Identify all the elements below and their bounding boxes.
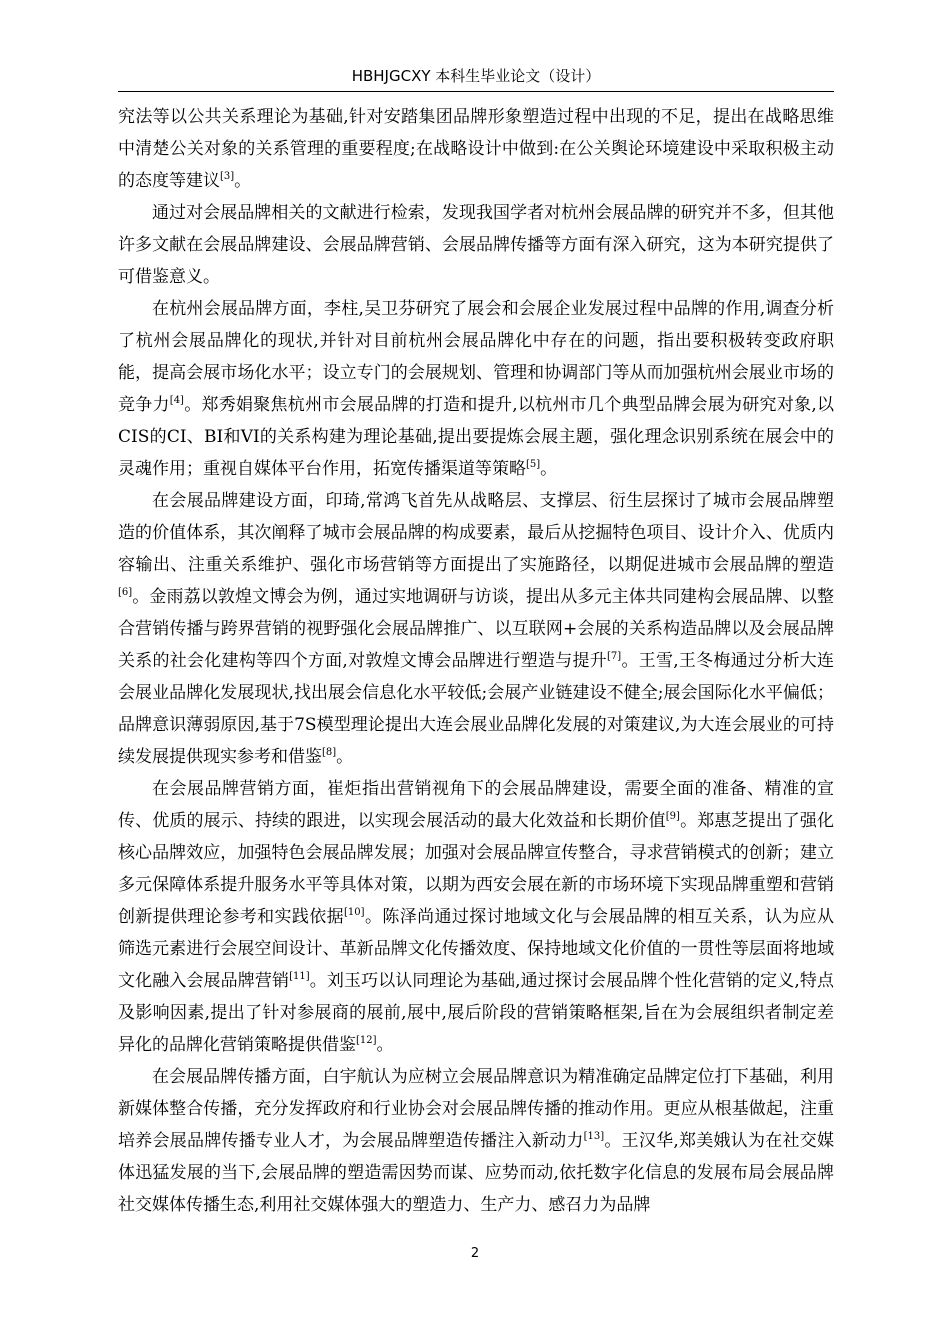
citation-4: [4] xyxy=(169,395,184,406)
page-header: HBHJGCXY 本科生毕业论文（设计） xyxy=(351,67,601,85)
citation-8: [8] xyxy=(322,747,337,758)
text-span: 在会展品牌传播方面，白宇航认为应树立会展品牌意识为精准确定品牌定位打下基础，利用新媒体整合传播，充分发挥政府和行业协会对会展品牌传播的推动作用。更应从根基做起，注重培养会展品牌传播专业人才，为会展品牌塑造传播注入新动力 xyxy=(118,1067,834,1151)
body-text xyxy=(118,101,834,1221)
citation-7: [7] xyxy=(607,651,622,662)
text-span: 。郑秀娟聚焦杭州市会展品牌的打造和提升,以杭州市几个典型品牌会展为研究对象,以CIS的CI、BI和VI的关系构建为理论基础,提出要提炼会展主题，强化理念识别系统在展会中的灵魂作用；重视自媒体平台作用，拓宽传播渠道等策略 xyxy=(118,395,835,479)
paragraph-6 xyxy=(118,1061,834,1221)
paragraph-3 xyxy=(118,293,834,485)
citation-9: [9] xyxy=(665,811,680,822)
paragraph-1 xyxy=(118,101,834,197)
citation-10: [10] xyxy=(344,907,365,918)
text-span: 。 xyxy=(234,171,252,191)
text-span: 。王雪,王冬梅通过分析大连会展业品牌化发展现状,找出展会信息化水平较低;会展产业链建设不健全;展会国际化水平偏低；品牌意识薄弱原因,基于7S模型理论提出大连会展业品牌化发展的对策建议,为大连会展业的可持续发展提供现实参考和借鉴 xyxy=(118,651,835,767)
text-span: 。 xyxy=(540,459,558,479)
text-span: 。陈泽尚通过探讨地域文化与会展品牌的相互关系，认为应从筛选元素进行会展空间设计、革新品牌文化传播效度、保持地域文化价值的一贯性等层面将地域文化融入会展品牌营销 xyxy=(118,907,835,991)
paragraph-5 xyxy=(118,773,834,1061)
text-span: 。郑惠芝提出了强化核心品牌效应，加强特色会展品牌发展；加强对会展品牌宣传整合，寻求营销模式的创新；建立多元保障体系提升服务水平等具体对策，以期为西安会展在新的市场环境下实现品牌重塑和营销创新提供理论参考和实践依据 xyxy=(118,811,835,927)
citation-6: [6] xyxy=(118,587,133,598)
text-span: 。 xyxy=(336,747,354,767)
citation-3: [3] xyxy=(220,171,235,182)
text-span: 在会展品牌建设方面，印琦,常鸿飞首先从战略层、支撑层、衍生层探讨了城市会展品牌塑造的价值体系，其次阐释了城市会展品牌的构成要素，最后从挖掘特色项目、设计介入、优质内容输出、注重关系维护、强化市场营销等方面提出了实施路径，以期促进城市会展品牌的塑造 xyxy=(118,491,834,575)
text-span: 。金雨荔以敦煌文博会为例，通过实地调研与访谈，提出从多元主体共同建构会展品牌、以整合营销传播与跨界营销的视野强化会展品牌推广、以互联网+会展的关系构造品牌以及会展品牌关系的社会化建构等四个方面,对敦煌文博会品牌进行塑造与提升 xyxy=(118,587,834,671)
text-span: 在杭州会展品牌方面，李柱,吴卫芬研究了展会和会展企业发展过程中品牌的作用,调查分析了杭州会展品牌化的现状,并针对目前杭州会展品牌化中存在的问题，指出要积极转变政府职能，提高会展市场化水平；设立专门的会展规划、管理和协调部门等从而加强杭州会展业市场的竞争力 xyxy=(118,299,834,415)
header-rule xyxy=(118,91,834,92)
text-span: 。王汉华,郑美娥认为在社交媒体迅猛发展的当下,会展品牌的塑造需因势而谋、应势而动,依托数字化信息的发展布局会展品牌社交媒体传播生态,利用社交媒体强大的塑造力、生产力、感召力为品牌 xyxy=(118,1131,835,1215)
text-span: 在会展品牌营销方面，崔炬指出营销视角下的会展品牌建设，需要全面的准备、精准的宣传、优质的展示、持续的跟进，以实现会展活动的最大化效益和长期价值 xyxy=(118,779,834,831)
page-number: 2 xyxy=(470,1246,480,1261)
citation-13: [13] xyxy=(583,1131,605,1142)
text-span: 。 xyxy=(376,1035,394,1055)
text-span: 。刘玉巧以认同理论为基础,通过探讨会展品牌个性化营销的定义,特点及影响因素,提出了针对参展商的展前,展中,展后阶段的营销策略框架,旨在为会展组织者制定差异化的品牌化营销策略提供借鉴 xyxy=(118,971,834,1055)
text-span: 通过对会展品牌相关的文献进行检索，发现我国学者对杭州会展品牌的研究并不多，但其他许多文献在会展品牌建设、会展品牌营销、会展品牌传播等方面有深入研究，这为本研究提供了可借鉴意义。 xyxy=(118,203,834,287)
paragraph-4 xyxy=(118,485,834,773)
paragraph-2 xyxy=(118,197,834,293)
citation-11: [11] xyxy=(289,971,310,982)
citation-12: [12] xyxy=(356,1035,377,1046)
text-span: 究法等以公共关系理论为基础,针对安踏集团品牌形象塑造过程中出现的不足，提出在战略思维中清楚公关对象的关系管理的重要程度;在战略设计中做到:在公关舆论环境建设中采取积极主动的态度等建议 xyxy=(118,107,834,191)
citation-5: [5] xyxy=(526,459,541,470)
